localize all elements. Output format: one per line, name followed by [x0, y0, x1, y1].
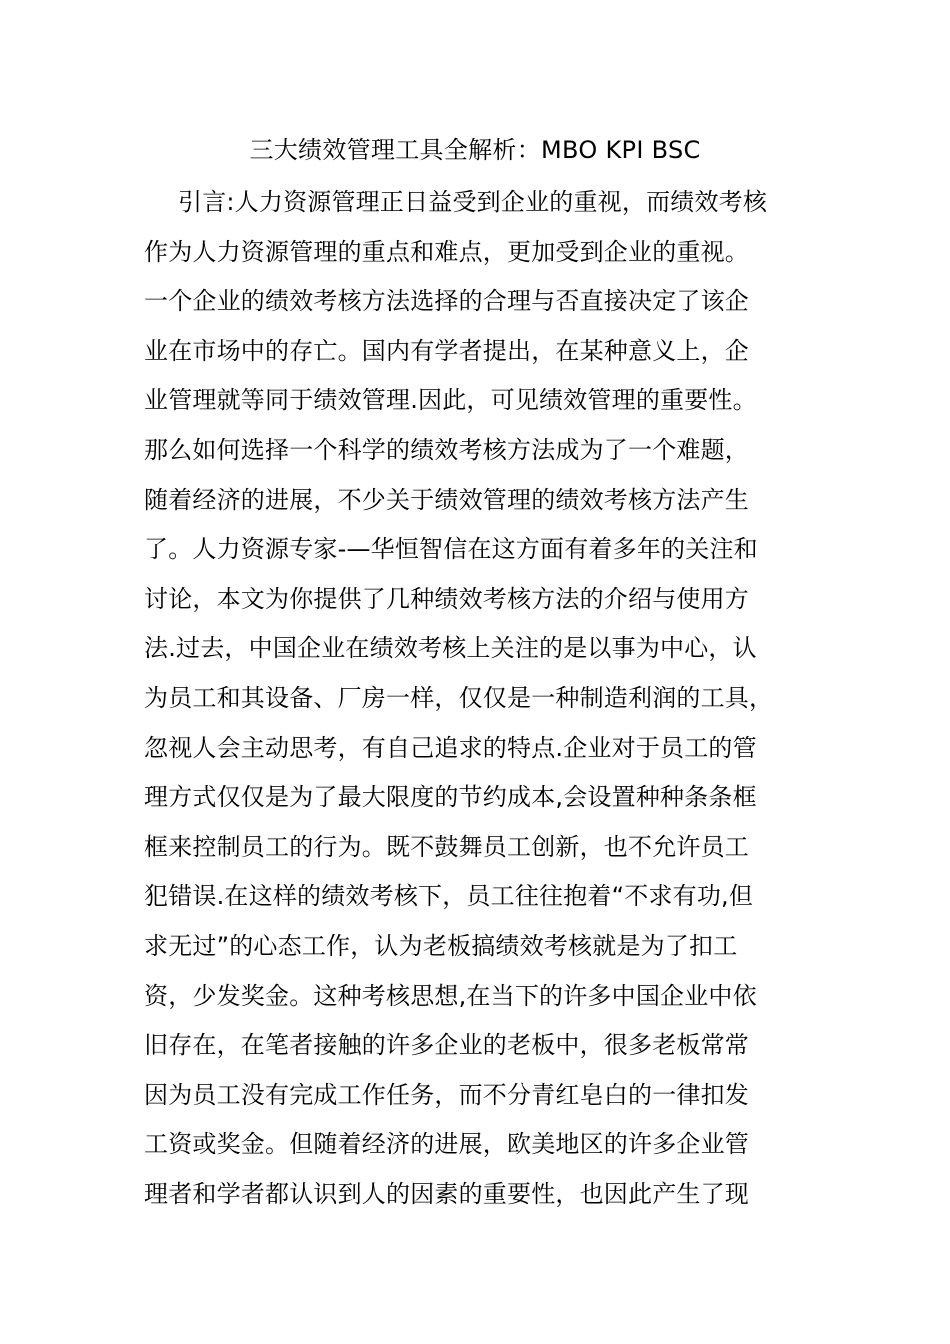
text-line: 忽视人会主动思考，有自己追求的特点.企业对于员工的管 [144, 733, 757, 762]
text-line: 那么如何选择一个科学的绩效考核方法成为了一个难题， [144, 435, 749, 464]
text-line: 旧存在，在笔者接触的许多企业的老板中，很多老板常常 [144, 1031, 749, 1060]
text-line: 因为员工没有完成工作任务，而不分青红皂白的一律扣发 [144, 1080, 749, 1109]
text-line: 框来控制员工的行为。既不鼓舞员工创新，也不允许员工 [144, 832, 749, 861]
text-line: 讨论，本文为你提供了几种绩效考核方法的介绍与使用方 [144, 584, 749, 613]
text-line: 引言:人力资源管理正日益受到企业的重视，而绩效考核 [178, 188, 768, 216]
text-line: 工资或奖金。但随着经济的进展，欧美地区的许多企业管 [144, 1130, 749, 1159]
text-line: 求无过”的心态工作，认为老板搞绩效考核就是为了扣工 [144, 931, 738, 960]
text-line: 理者和学者都认识到人的因素的重要性，也因此产生了现 [144, 1179, 749, 1208]
document-title: 三大绩效管理工具全解析：MBO KPI BSC [249, 136, 701, 164]
text-line: 资，少发奖金。这种考核思想,在当下的许多中国企业中依 [144, 981, 757, 1010]
text-line: 犯错误.在这样的绩效考核下，员工往往抱着“不求有功,但 [144, 882, 754, 911]
text-line: 业在市场中的存亡。国内有学者提出，在某种意义上，企 [144, 336, 749, 365]
text-line: 作为人力资源管理的重点和难点，更加受到企业的重视。 [144, 237, 749, 266]
text-line: 一个企业的绩效考核方法选择的合理与否直接决定了该企 [144, 287, 749, 316]
text-line: 业管理就等同于绩效管理.因此，可见绩效管理的重要性。 [144, 386, 757, 415]
text-line: 为员工和其设备、厂房一样，仅仅是一种制造利润的工具， [144, 683, 774, 712]
text-line: 理方式仅仅是为了最大限度的节约成本,会设置种种条条框 [144, 783, 757, 812]
text-line: 随着经济的进展，不少关于绩效管理的绩效考核方法产生 [144, 485, 749, 514]
text-line: 法.过去，中国企业在绩效考核上关注的是以事为中心，认 [144, 634, 757, 663]
document-body [144, 180, 824, 1221]
text-line: 了。人力资源专家-—华恒智信在这方面有着多年的关注和 [144, 535, 758, 564]
